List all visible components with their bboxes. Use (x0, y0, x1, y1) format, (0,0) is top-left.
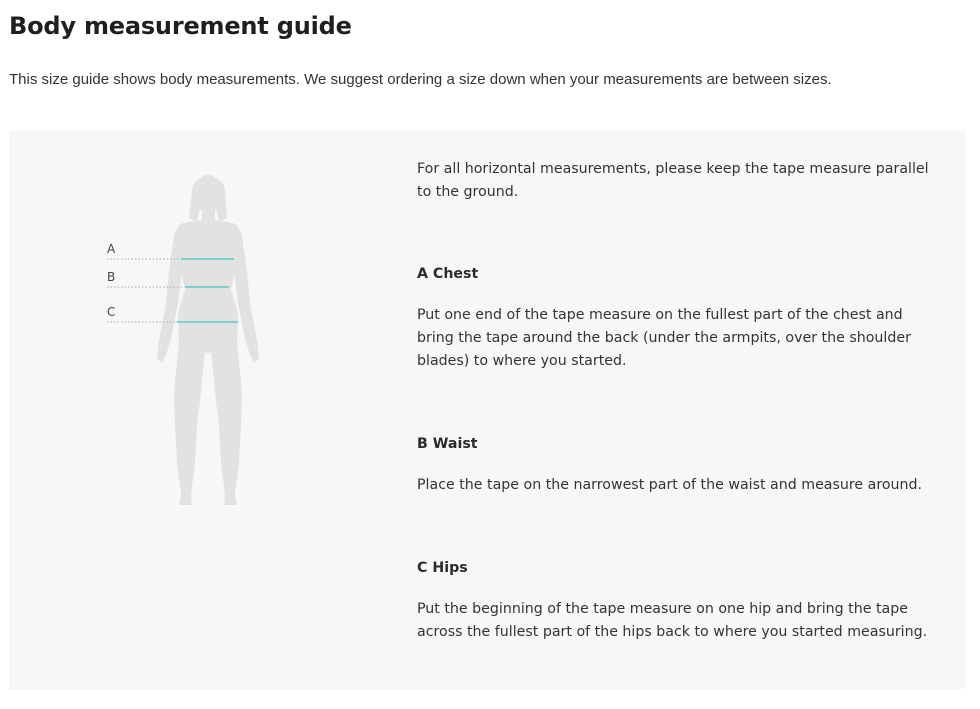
intro-text: This size guide shows body measurements. We suggest ordering a size down when your measurements are between sizes. (9, 71, 832, 88)
hips-description: Put the beginning of the tape measure on one hip and bring the tape across the fullest part of the hips back to where you started measuring. (417, 601, 928, 640)
female-body-silhouette-icon (95, 163, 275, 513)
chest-title: A Chest (417, 266, 479, 282)
body-figure (95, 163, 275, 513)
page-title: Body measurement guide (9, 12, 352, 40)
waist-description: Place the tape on the narrowest part of the waist and measure around. (417, 477, 923, 493)
label-c: C (107, 305, 116, 319)
general-note: For all horizontal measurements, please keep the tape measure parallel to the ground. (417, 161, 929, 200)
chest-description: Put one end of the tape measure on the fullest part of the chest and bring the tape around the back (under the armpits, over the shoulder blades) to where you started. (417, 307, 911, 369)
label-a: A (107, 242, 116, 256)
waist-title: B Waist (417, 436, 478, 452)
label-b: B (107, 270, 116, 284)
hips-title: C Hips (417, 560, 468, 576)
